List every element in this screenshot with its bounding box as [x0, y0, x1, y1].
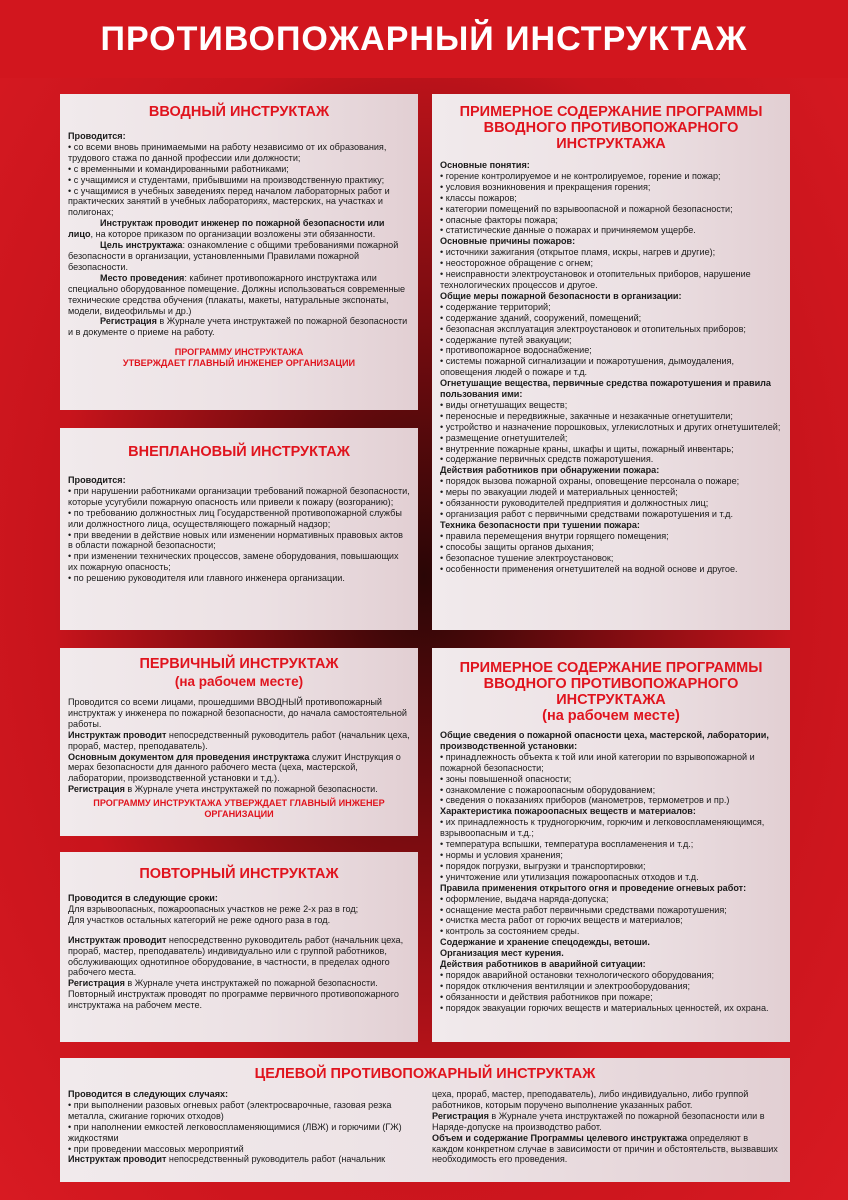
- section-heading: Действия работников в аварийной ситуации:: [440, 959, 646, 970]
- vvodny-place: Место проведения: кабинет противопожарного инструктажа или специально оборудованное помещение. Должны использоваться современные технические средства обучения (плакаты, макеты, натуральные экспонаты, модели, видеофильмы и др.): [68, 272, 406, 316]
- vvodny-who: Инструктаж проводит инженер по пожарной безопасности или лицо, на которое приказом по организации возложены эти обязанности.: [68, 218, 385, 240]
- list-item: • неисправности электроустановок и отопительных приборов, нарушение технологических процессов и другое.: [440, 269, 751, 290]
- list-item: • уничтожение или утилизация пожароопасных отходов и т.д.: [440, 871, 699, 882]
- celevoy-cases-label: Проводится в следующих случаях:: [68, 1089, 229, 1099]
- list-item: • содержание путей эвакуации;: [440, 334, 572, 345]
- title-banner: [0, 0, 848, 78]
- list-item: • с учащимися в учебных заведениях перед началом лабораторных работ и практических занятий в учебных лабораториях, мастерских, на участках и полигонах;: [68, 185, 390, 218]
- section-heading: Огнетушащие вещества, первичные средства пожаротушения и правила пользования ими:: [440, 378, 771, 400]
- vvodny-approve-1: ПРОГРАММУ ИНСТРУКТАЖА: [174, 347, 304, 358]
- panel-program-work: [432, 648, 790, 1042]
- panel-povtorny: [60, 852, 418, 1042]
- list-item: • температура вспышки, температура воспламенения и т.д.;: [440, 839, 694, 850]
- section-heading: Характеристика пожароопасных веществ и материалов:: [440, 806, 696, 817]
- pervichny-approve-1: ПРОГРАММУ ИНСТРУКТАЖА УТВЕРЖДАЕТ ГЛАВНЫЙ ИНЖЕНЕР: [93, 798, 385, 809]
- list-item: • порядок погрузки, выгрузки и транспортировки;: [440, 860, 646, 871]
- list-item: • условия возникновения и прекращения горения;: [440, 181, 651, 192]
- list-item: • порядок вызова пожарной охраны, оповещение персонала о пожаре;: [440, 476, 740, 487]
- list-item: • ознакомление с пожароопасным оборудованием;: [440, 784, 656, 795]
- list-item: • с учащимися и студентами, прибывшими на производственную практику;: [68, 174, 385, 185]
- celevoy-col-1: [68, 1089, 418, 1165]
- list-item: • принадлежность объекта к той или иной категории по взрывопожарной и пожарной безопасности;: [440, 751, 755, 773]
- list-item: • очистка места работ от горючих веществ и материалов;: [440, 915, 683, 926]
- celevoy-registration: Регистрация в Журнале учета инструктажей по пожарной безопасности или в Наряде-допуске на производство работ.: [432, 1110, 765, 1132]
- list-item: • безопасная эксплуатация электроустановок и отопительных приборов;: [440, 323, 746, 334]
- list-item: • контроль за состоянием среды.: [440, 926, 580, 937]
- celevoy-col-2: [432, 1089, 782, 1165]
- section-heading: Техника безопасности при тушении пожара:: [440, 519, 640, 530]
- list-item: • сведения о показаниях приборов (манометров, термометров и пр.): [440, 795, 730, 806]
- vvodny-goal: Цель инструктажа: ознакомление с общими требованиями пожарной безопасности в организации, установленными Правилами пожарной безопасности.: [68, 240, 399, 272]
- list-item: • опасные факторы пожара;: [440, 214, 558, 225]
- list-item: • оснащение места работ первичными средствами пожаротушения;: [440, 904, 727, 915]
- pervichny-subtitle: (на рабочем месте): [174, 674, 304, 689]
- povtorny-final: Повторный инструктаж проводят по программе первичного противопожарного инструктажа на рабочем месте.: [68, 989, 399, 1011]
- panel-celevoy: [60, 1058, 790, 1182]
- list-item: • содержание зданий, сооружений, помещений;: [440, 312, 642, 323]
- vvodny-approve-2: УТВЕРЖДАЕТ ГЛАВНЫЙ ИНЖЕНЕР ОРГАНИЗАЦИИ: [122, 358, 356, 369]
- list-item: • содержание территорий;: [440, 301, 551, 312]
- pervichny-doc: Основным документом для проведения инструктажа служит Инструкция о мерах безопасности для данного рабочего места (цеха, мастерской, лаборатории, производственной установки и т.д.).: [68, 751, 401, 784]
- list-item: • их принадлежность к трудногорючим, горючим и легковоспламеняющимся, взрывоопасным и т.д.;: [440, 817, 765, 839]
- pervichny-title: ПЕРВИЧНЫЙ ИНСТРУКТАЖ: [139, 656, 339, 672]
- list-item: • правила перемещения внутри горящего помещения;: [440, 530, 669, 541]
- list-item: • безопасное тушение электроустановок;: [440, 552, 614, 563]
- list-item: • обязанности и действия работников при пожаре;: [440, 991, 653, 1002]
- list-item: • размещение огнетушителей;: [440, 432, 568, 443]
- povtorny-terms-label: Проводится в следующие сроки:: [68, 893, 218, 903]
- list-item: • виды огнетушащих веществ;: [440, 399, 568, 410]
- program-work-title: ПРИМЕРНОЕ СОДЕРЖАНИЕ ПРОГРАММЫ ВВОДНОГО ПРОТИВОПОЖАРНОГО ИНСТРУКТАЖА (на рабочем месте): [459, 660, 763, 724]
- pervichny-registration: Регистрация в Журнале учета инструктажей по пожарной безопасности.: [68, 784, 378, 795]
- list-item: • особенности применения огнетушителей на водной основе и другое.: [440, 563, 738, 574]
- section-heading: Содержание и хранение спецодежды, ветоши.: [440, 937, 650, 948]
- vvodny-conducted-label: Проводится:: [68, 131, 126, 141]
- panel-pervichny: [60, 648, 418, 836]
- list-item: • при проведении массовых мероприятий: [68, 1143, 244, 1154]
- panel-program-vvod: [432, 94, 790, 630]
- section-heading: Основные причины пожаров:: [440, 236, 576, 247]
- section-heading: Общие меры пожарной безопасности в организации:: [440, 290, 682, 301]
- list-item: • по требованию должностных лиц Государственной противопожарной службы или должностного лица, осуществляющего пожарный надзор;: [68, 507, 402, 529]
- povtorny-registration: Регистрация в Журнале учета инструктажей по пожарной безопасности.: [68, 978, 378, 989]
- list-item: • нормы и условия хранения;: [440, 849, 563, 860]
- program-work-sections: [440, 730, 782, 1014]
- pervichny-who: Инструктаж проводит непосредственный руководитель работ (начальник цеха, прораб, мастер, преподаватель).: [68, 729, 410, 751]
- page-title: ПРОТИВОПОЖАРНЫЙ ИНСТРУКТАЖ: [100, 19, 748, 58]
- program-vvod-sections: [440, 160, 782, 574]
- povtorny-who: Инструктаж проводит непосредственно руководитель работ (начальник цеха, прораб, мастер, преподаватель) индивидуально или с группой работников, обслуживающих однотипное оборудование, в частности, в пределах одного рабочего места.: [68, 934, 404, 978]
- celevoy-col2-text: цеха, прораб, мастер, преподаватель), либо индивидуально, либо группой работников, которым поручено выполнение указанных работ.: [432, 1089, 749, 1110]
- povtorny-term-1: Для взрывоопасных, пожароопасных участков не реже 2-х раз в год;: [68, 903, 359, 914]
- list-item: • порядок эвакуации горючих веществ и материальных ценностей, их охрана.: [440, 1002, 769, 1013]
- vneplan-title: ВНЕПЛАНОВЫЙ ИНСТРУКТАЖ: [128, 444, 350, 460]
- list-item: • при изменении технических процессов, замене оборудования, повышающих их пожарную опасность;: [68, 551, 399, 573]
- section-heading: Общие сведения о пожарной опасности цеха, мастерской, лаборатории, производственной установки:: [440, 730, 769, 751]
- list-item: • горение контролируемое и не контролируемое, горение и пожар;: [440, 170, 721, 181]
- list-item: • содержание первичных средств пожаротушения.: [440, 454, 654, 465]
- pervichny-intro: Проводится со всеми лицами, прошедшими ВВОДНЫЙ противопожарный инструктаж у инженера по пожарной безопасности, до начала самостоятельной работы.: [68, 697, 407, 729]
- list-item: • устройство и назначение порошковых, углекислотных и других огнетушителей;: [440, 421, 781, 432]
- vvodny-registration: Регистрация в Журнале учета инструктажей по пожарной безопасности и в документе о приеме на работу.: [68, 316, 408, 338]
- celevoy-title: ЦЕЛЕВОЙ ПРОТИВОПОЖАРНЫЙ ИНСТРУКТАЖ: [254, 1066, 596, 1082]
- list-item: • порядок аварийной остановки технологического оборудования;: [440, 969, 715, 980]
- list-item: • оформление, выдача наряда-допуска;: [440, 893, 609, 904]
- section-heading: Организация мест курения.: [440, 948, 564, 959]
- list-item: • меры по эвакуации людей и материальных ценностей;: [440, 487, 678, 498]
- section-heading: Правила применения открытого огня и проведение огневых работ:: [440, 882, 747, 893]
- list-item: • с временными и командированными работниками;: [68, 163, 289, 174]
- section-heading: Действия работников при обнаружении пожара:: [440, 465, 660, 476]
- list-item: • при выполнении разовых огневых работ (электросварочные, газовая резка металла, сжигание горючих отходов): [68, 1099, 392, 1121]
- celevoy-who: Инструктаж проводит непосредственный руководитель работ (начальник: [68, 1154, 386, 1165]
- celevoy-program: Объем и содержание Программы целевого инструктажа определяют в каждом конкретном случае в зависимости от причин и обстоятельств, вызвавших необходимость его проведения.: [432, 1132, 778, 1165]
- list-item: • внутренние пожарные краны, шкафы и щиты, пожарный инвентарь;: [440, 443, 734, 454]
- list-item: • статистические данные о пожарах и причиняемом ущербе.: [440, 225, 696, 236]
- list-item: • обязанности руководителей предприятия и должностных лиц;: [440, 498, 709, 509]
- list-item: • зоны повышенной опасности;: [440, 773, 572, 784]
- list-item: • при наполнении емкостей легковоспламеняющимися (ЛВЖ) и горючими (ГЖ) жидкостями: [68, 1121, 402, 1143]
- povtorny-title: ПОВТОРНЫЙ ИНСТРУКТАЖ: [139, 866, 339, 882]
- program-vvod-title: ПРИМЕРНОЕ СОДЕРЖАНИЕ ПРОГРАММЫ ВВОДНОГО ПРОТИВОПОЖАРНОГО ИНСТРУКТАЖА: [459, 104, 763, 152]
- povtorny-term-2: Для участков остальных категорий не реже одного раза в год.: [68, 914, 331, 925]
- list-item: • классы пожаров;: [440, 192, 517, 203]
- list-item: • способы защиты органов дыхания;: [440, 541, 594, 552]
- list-item: • системы пожарной сигнализации и пожаротушения, дымоудаления, оповещения людей о пожаре и т.д.: [440, 356, 734, 378]
- list-item: • порядок отключения вентиляции и электрооборудования;: [440, 980, 690, 991]
- vneplan-conducted-label: Проводится:: [68, 475, 126, 485]
- panel-vneplan: [60, 428, 418, 630]
- list-item: • переносные и передвижные, закачные и незакачные огнетушители;: [440, 410, 733, 421]
- vvodny-title: ВВОДНЫЙ ИНСТРУКТАЖ: [148, 104, 330, 120]
- pervichny-approve-2: ОРГАНИЗАЦИИ: [204, 809, 274, 820]
- panel-vvodny: [60, 94, 418, 410]
- list-item: • организация работ с первичными средствами пожаротушения и т.д.: [440, 509, 734, 519]
- list-item: • противопожарное водоснабжение;: [440, 345, 592, 356]
- list-item: • неосторожное обращение с огнем;: [440, 258, 594, 269]
- list-item: • при нарушении работниками организации требований пожарной безопасности, которые усугубили пожарную опасность или привели к пожару (возгоранию);: [68, 485, 410, 507]
- list-item: • со всеми вновь принимаемыми на работу независимо от их образования, трудового стажа по данной профессии или должности;: [68, 141, 387, 163]
- list-item: • источники зажигания (открытое пламя, искры, нагрев и другие);: [440, 247, 716, 258]
- list-item: • категории помещений по взрывоопасной и пожарной безопасности;: [440, 203, 733, 214]
- section-heading: Основные понятия:: [440, 160, 530, 170]
- list-item: • при введении в действие новых или изменении нормативных правовых актов в области пожарной безопасности;: [68, 529, 403, 551]
- list-item: • по решению руководителя или главного инженера организации.: [68, 573, 345, 584]
